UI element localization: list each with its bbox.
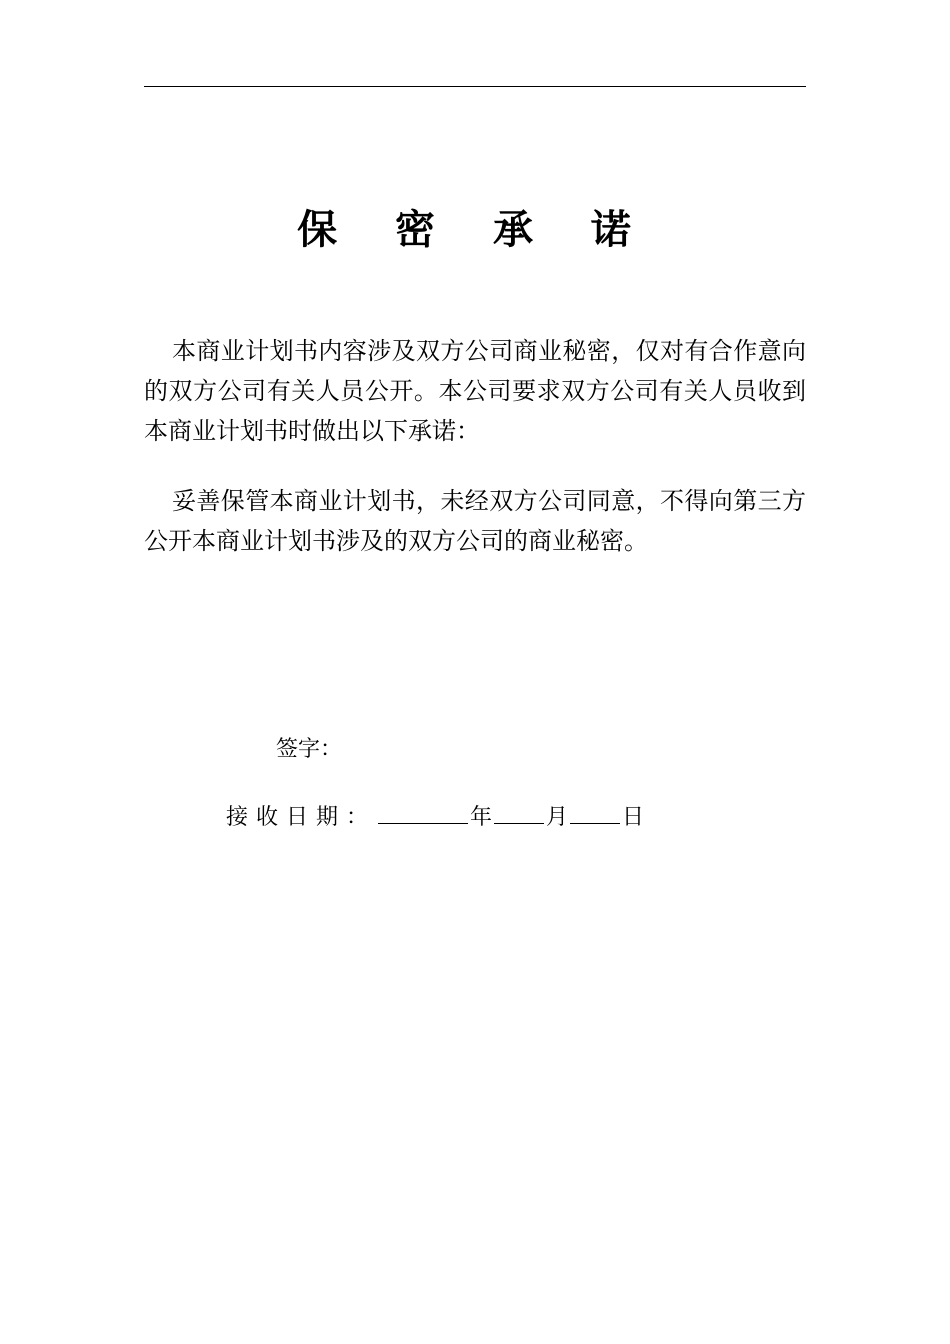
- day-blank: [570, 797, 620, 824]
- paragraph-confidentiality-scope: 本商业计划书内容涉及双方公司商业秘密，仅对有合作意向的双方公司有关人员公开。本公司要求双方公司有关人员收到本商业计划书时做出以下承诺：: [144, 337, 806, 445]
- paragraph-commitment: 妥善保管本商业计划书，未经双方公司同意，不得向第三方公开本商业计划书涉及的双方公司的商业秘密。: [144, 487, 806, 555]
- page-title: 保 密 承 诺: [297, 206, 653, 253]
- day-unit: 日: [622, 805, 645, 830]
- header-rule: [144, 86, 806, 87]
- year-unit: 年: [470, 805, 493, 830]
- signature-label: 签字：: [276, 737, 343, 762]
- receipt-date-line: [226, 797, 644, 838]
- month-blank: [494, 797, 544, 824]
- receipt-date-label: 接收日期：: [226, 805, 377, 830]
- month-unit: 月: [546, 805, 569, 830]
- year-blank: [378, 797, 468, 824]
